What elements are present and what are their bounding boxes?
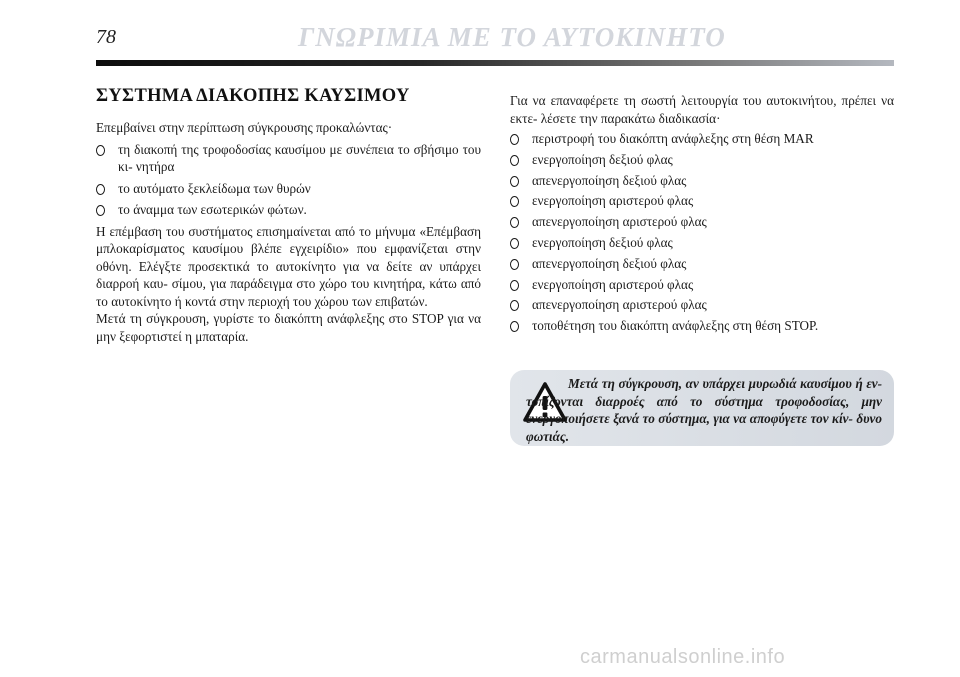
body-paragraph: Η επέμβαση του συστήματος επισημαίνεται από το μήνυμα «Επέμβαση μπλοκαρίσματος καυσίμου βλέπε εγχειρίδιο» που εμφανίζεται στην οθόνη. Ελέγξτε προσεκτικά το αυτοκίνητο για να δείτε αν υπάρχει διαρροή καυ- σίμου, για παράδειγμα στο χώρο του κινητήρα, κάτω από το αυτοκίνητο ή κοντά στην περιοχή του χώρου των επιβατών. (96, 223, 481, 309)
list-item (510, 234, 894, 252)
header-rule (96, 60, 894, 66)
list-item-text: ενεργοποίηση δεξιού φλας (532, 234, 673, 250)
body-paragraph-battery: Μετά τη σύγκρουση, γυρίστε το διακόπτη ανάφλεξης στο STOP για να μην ξεφορτιστεί η μπαταρία. (96, 311, 481, 344)
right-column (510, 92, 894, 338)
list-item-text: περιστροφή του διακόπτη ανάφλεξης στη θέση MAR (532, 131, 814, 146)
watermark: carmanualsonline.info (580, 646, 786, 668)
effects-list (96, 141, 481, 219)
bullet-ring-icon (510, 155, 519, 166)
chapter-title: ΓΝΩΡΙΜΙΑ ΜΕ ΤΟ ΑΥΤΟΚΙΝΗΤΟ (298, 22, 726, 52)
list-item (510, 296, 894, 314)
bullet-ring-icon (96, 145, 105, 156)
section-heading: ΣΥΣΤΗΜΑ ΔΙΑΚΟΠΗΣ ΚΑΥΣΙΜΟΥ (96, 86, 410, 106)
procedure-intro: Για να επαναφέρετε τη σωστή λειτουργία του αυτοκινήτου, πρέπει να εκτε- λέσετε την παρακάτω διαδικασία· (510, 93, 894, 126)
list-item-text: απενεργοποίηση δεξιού φλας (532, 255, 687, 271)
warning-text: Μετά τη σύγκρουση, αν υπάρχει μυρωδιά καυσίμου ή εν- τοπίζονται διαρροές από το σύστημα τροφοδοσίας, μην ενεργοποιήσετε ξανά το σύστημα, για να αποφύγετε τον κίν- δυνο φωτιάς. (526, 376, 882, 444)
left-column (96, 86, 481, 345)
list-item (510, 192, 894, 210)
list-item-text: τοποθέτηση του διακόπτη ανάφλεξης στη θέση STOP. (532, 318, 819, 334)
bullet-ring-icon (510, 176, 519, 187)
page-number: 78 (96, 26, 116, 48)
bullet-ring-icon (96, 184, 105, 195)
bullet-ring-icon (96, 205, 105, 216)
list-item (510, 276, 894, 294)
bullet-ring-icon (510, 134, 519, 145)
bullet-ring-icon (510, 259, 519, 270)
list-item-text: ενεργοποίηση αριστερού φλας (532, 193, 694, 209)
list-item (510, 317, 894, 335)
procedure-steps (510, 130, 894, 335)
list-item (96, 201, 481, 219)
bullet-ring-icon (510, 300, 519, 311)
list-item (96, 141, 481, 176)
list-item (510, 151, 894, 169)
list-item (510, 172, 894, 190)
bullet-ring-icon (510, 280, 519, 291)
list-item-text: το άναμμα των εσωτερικών φώτων. (118, 202, 307, 217)
list-item-text: ενεργοποίηση δεξιού φλας (532, 151, 673, 167)
list-item-text: απενεργοποίηση αριστερού φλας (532, 214, 707, 230)
list-item-text: το αυτόματο ξεκλείδωμα των θυρών (118, 180, 311, 196)
list-item (510, 255, 894, 273)
bullet-ring-icon (510, 238, 519, 249)
list-item-text: απενεργοποίηση αριστερού φλας (532, 297, 707, 313)
list-item-text: απενεργοποίηση δεξιού φλας (532, 172, 687, 188)
list-item (510, 130, 894, 148)
list-item-text: ενεργοποίηση αριστερού φλας (532, 276, 694, 292)
warning-box (510, 370, 894, 446)
bullet-ring-icon (510, 196, 519, 207)
list-item (510, 213, 894, 231)
list-item (96, 180, 481, 198)
bullet-ring-icon (510, 217, 519, 228)
intro-paragraph: Επεμβαίνει στην περίπτωση σύγκρουσης προκαλώντας· (96, 120, 393, 135)
bullet-ring-icon (510, 321, 519, 332)
list-item-text: τη διακοπή της τροφοδοσίας καυσίμου με συνέπεια το σβήσιμο του κι- νητήρα (118, 141, 481, 174)
